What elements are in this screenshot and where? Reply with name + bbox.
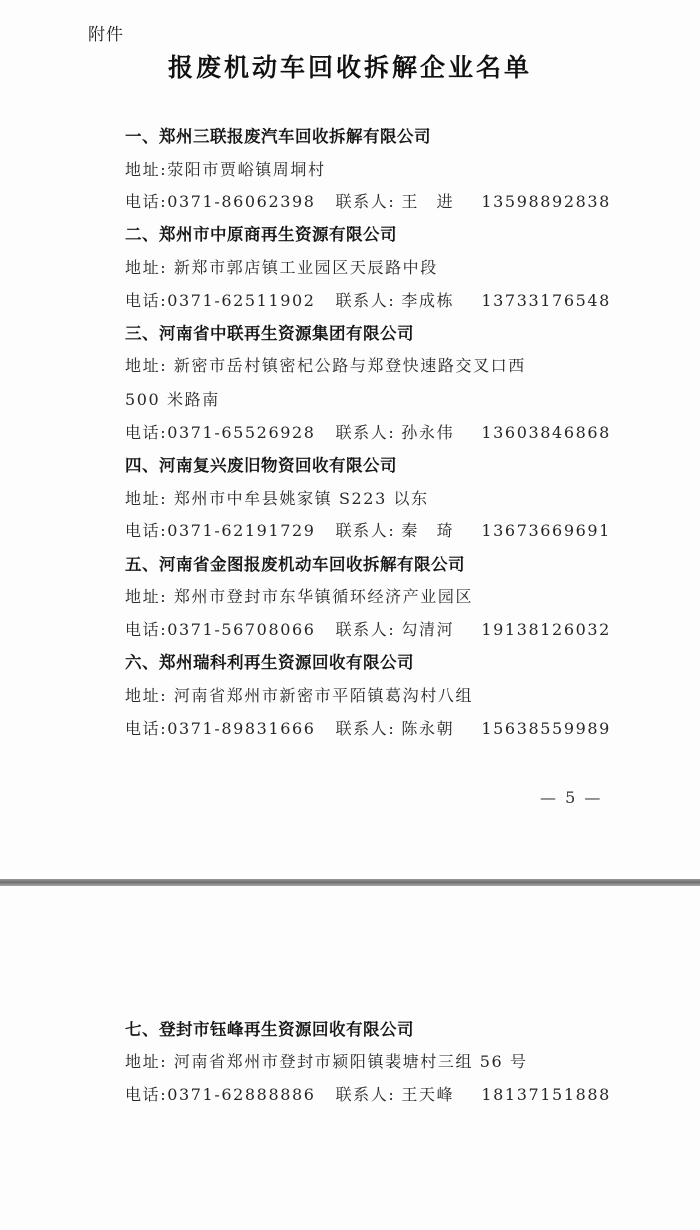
company-address: 地址: 河南省郑州市登封市颍阳镇裴塘村三组 56 号 [125, 1052, 528, 1071]
company-address: 地址: 郑州市登封市东华镇循环经济产业园区 [125, 587, 474, 606]
company-address: 地址: 新密市岳村镇密杞公路与郑登快速路交叉口西 [125, 356, 526, 375]
company-phone-line [125, 521, 611, 541]
phone-label: 电话: [125, 1085, 168, 1104]
contact-label: 联系人: [335, 192, 396, 211]
company-heading: 二、郑州市中原商再生资源有限公司 [125, 225, 397, 244]
attachment-label: 附件 [88, 25, 124, 45]
contact-label: 联系人: [335, 423, 396, 442]
phone-number: 0371-89831666 [167, 719, 316, 738]
phone-label: 电话: [125, 620, 168, 639]
phone-label: 电话: [125, 192, 168, 211]
company-heading: 六、郑州瑞科利再生资源回收有限公司 [125, 653, 414, 672]
phone-number: 0371-62511902 [167, 291, 316, 310]
contact-name: 陈永朝 [401, 719, 455, 738]
phone-number: 0371-62888886 [167, 1085, 316, 1104]
company-phone-line [125, 423, 611, 443]
company-phone-line [125, 192, 611, 212]
phone-number: 0371-62191729 [167, 521, 316, 540]
phone-number: 0371-86062398 [167, 192, 316, 211]
mobile-number: 18137151888 [481, 1085, 611, 1104]
phone-label: 电话: [125, 291, 168, 310]
mobile-number: 19138126032 [481, 620, 611, 639]
contact-name: 李成栋 [401, 291, 455, 310]
contact-name: 王 进 [401, 192, 455, 211]
mobile-number: 13603846868 [481, 423, 611, 442]
phone-number: 0371-56708066 [167, 620, 316, 639]
company-address: 地址:荥阳市贾峪镇周垌村 [125, 160, 326, 179]
company-phone-line [125, 719, 611, 739]
company-address: 地址: 河南省郑州市新密市平陌镇葛沟村八组 [125, 686, 474, 705]
company-heading: 五、河南省金图报废机动车回收拆解有限公司 [125, 555, 465, 574]
contact-name: 勾清河 [401, 620, 455, 639]
mobile-number: 13598892838 [481, 192, 611, 211]
phone-label: 电话: [125, 719, 168, 738]
company-phone-line [125, 620, 611, 640]
company-address: 地址: 新郑市郭店镇工业园区天辰路中段 [125, 258, 438, 277]
mobile-number: 13673669691 [481, 521, 611, 540]
company-heading: 三、河南省中联再生资源集团有限公司 [125, 324, 414, 343]
company-heading: 四、河南复兴废旧物资回收有限公司 [125, 456, 397, 475]
company-heading: 一、郑州三联报废汽车回收拆解有限公司 [125, 127, 431, 146]
document-title: 报废机动车回收拆解企业名单 [167, 53, 532, 82]
contact-label: 联系人: [335, 719, 396, 738]
mobile-number: 15638559989 [481, 719, 611, 738]
phone-label: 电话: [125, 521, 168, 540]
contact-name: 秦 琦 [401, 521, 455, 540]
document-page-2 [0, 886, 700, 1230]
company-phone-line [125, 1085, 611, 1105]
mobile-number: 13733176548 [481, 291, 611, 310]
contact-label: 联系人: [335, 521, 396, 540]
phone-label: 电话: [125, 423, 168, 442]
phone-number: 0371-65526928 [167, 423, 316, 442]
contact-label: 联系人: [335, 1085, 396, 1104]
contact-label: 联系人: [335, 291, 396, 310]
page-number: — 5 — [540, 788, 603, 807]
contact-name: 孙永伟 [401, 423, 455, 442]
company-address: 地址: 郑州市中牟县姚家镇 S223 以东 [125, 489, 429, 508]
company-address-continued: 500 米路南 [125, 390, 220, 409]
contact-name: 王天峰 [401, 1085, 455, 1104]
company-phone-line [125, 291, 611, 311]
contact-label: 联系人: [335, 620, 396, 639]
company-heading: 七、登封市钰峰再生资源回收有限公司 [125, 1020, 414, 1039]
